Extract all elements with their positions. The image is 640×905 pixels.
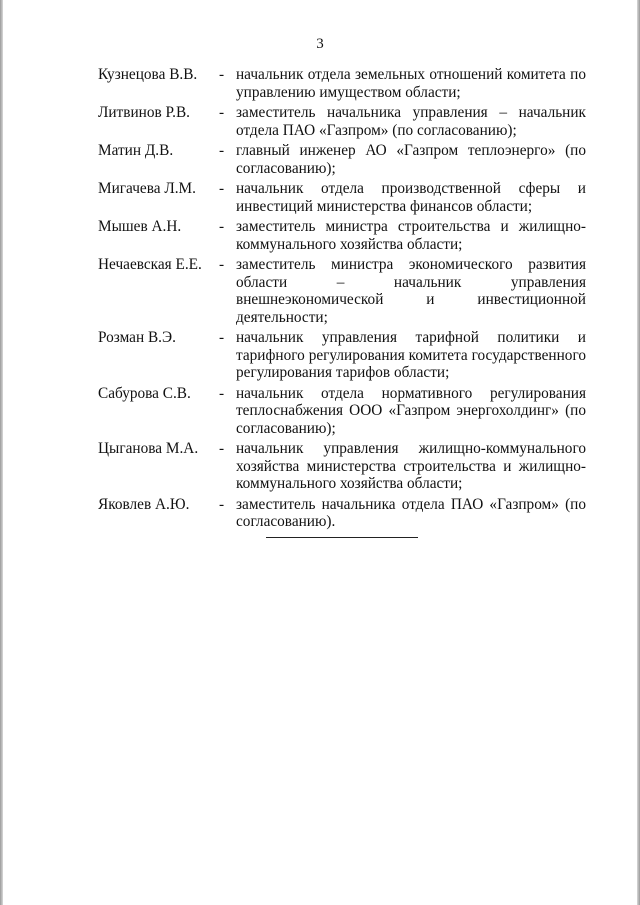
list-item: [0, 385, 640, 438]
list-item: [0, 142, 640, 177]
member-list: [0, 66, 640, 534]
member-name: Яковлев А.Ю.: [98, 495, 190, 513]
member-role: главный инженер АО «Газпром теплоэнерго» (по согласованию);: [236, 142, 586, 177]
member-role: заместитель министра строительства и жилищно-коммунального хозяйства области;: [236, 218, 586, 253]
separator-dash: -: [219, 104, 225, 121]
separator-dash: -: [219, 329, 225, 346]
member-name: Литвинов Р.В.: [98, 104, 190, 121]
member-role: начальник отдела производственной сферы и инвестиций министерства финансов области;: [236, 180, 586, 215]
member-name: Мышев А.Н.: [98, 218, 182, 235]
list-item: [0, 66, 640, 101]
member-name: Цыганова М.А.: [98, 440, 199, 457]
list-item: [0, 496, 640, 531]
separator-dash: -: [219, 66, 225, 83]
separator-dash: -: [219, 142, 225, 159]
list-item: [0, 256, 640, 326]
member-role: заместитель министра экономического развития области – начальник управления внешнеэкономической и инвестиционной деятельности;: [236, 256, 586, 326]
list-item: [0, 180, 640, 215]
separator-dash: -: [219, 495, 225, 513]
member-name: Матин Д.В.: [98, 142, 174, 159]
member-role: начальник отдела нормативного регулирования теплоснабжения ООО «Газпром энергохолдинг» (по согласованию);: [236, 384, 586, 437]
member-name: Кузнецова В.В.: [98, 66, 198, 83]
list-item: [0, 440, 640, 493]
member-name: Розман В.Э.: [98, 329, 176, 346]
separator-dash: -: [219, 440, 225, 457]
closing-rule: [266, 537, 418, 538]
member-role: заместитель начальника управления – начальник отдела ПАО «Газпром» (по согласованию);: [236, 104, 586, 139]
member-role: заместитель начальника отдела ПАО «Газпром» (по согласованию).: [236, 495, 586, 530]
separator-dash: -: [219, 384, 225, 402]
separator-dash: -: [219, 180, 225, 197]
page-number: 3: [316, 36, 324, 52]
member-role: начальник управления тарифной политики и тарифного регулирования комитета государственного регулирования тарифов области;: [236, 329, 586, 381]
member-role: начальник отдела земельных отношений комитета по управлению имуществом области;: [236, 66, 586, 101]
list-item: [0, 104, 640, 139]
separator-dash: -: [219, 218, 225, 235]
separator-dash: -: [219, 256, 225, 273]
member-name: Сабурова С.В.: [98, 384, 191, 402]
member-name: Мигачева Л.М.: [98, 180, 196, 197]
member-role: начальник управления жилищно-коммунального хозяйства министерства строительства и жилищно-коммунального хозяйства области;: [236, 440, 586, 492]
list-item: [0, 218, 640, 253]
list-item: [0, 329, 640, 382]
member-name: Нечаевская Е.Е.: [98, 256, 202, 273]
